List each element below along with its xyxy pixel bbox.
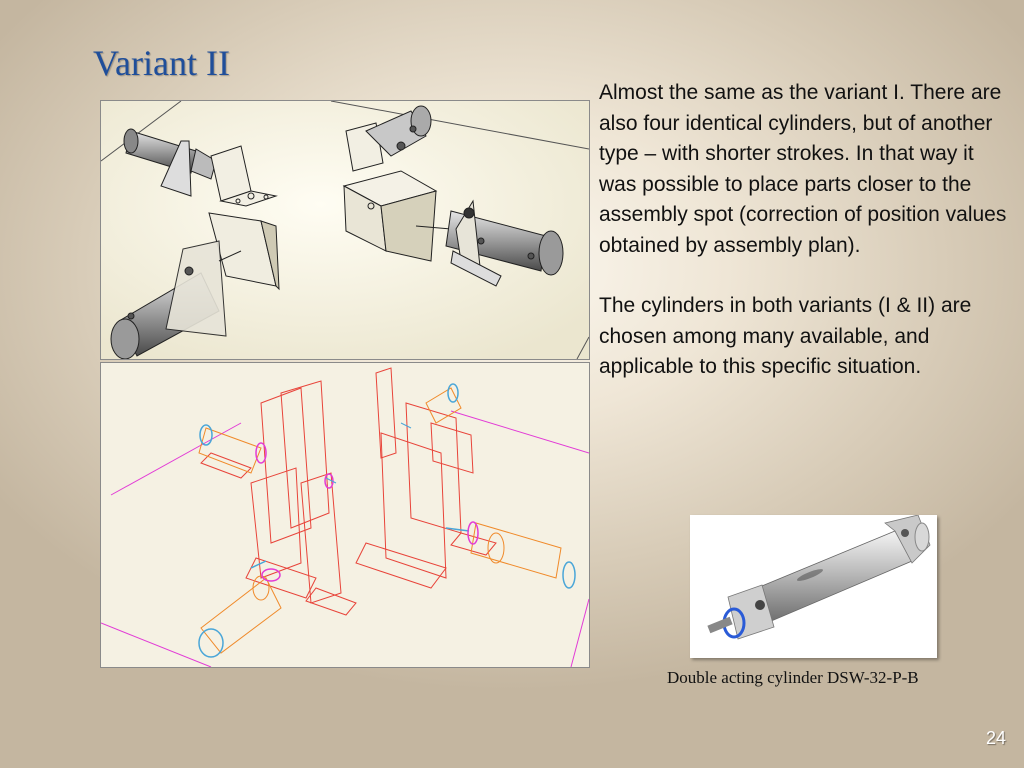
shaded-assembly-render [100,100,590,360]
slide-title: Variant II [93,43,230,83]
pneumatic-cylinder-photo-icon [690,515,937,658]
shaded-assembly-icon [101,101,589,359]
wireframe-assembly-icon [101,363,589,667]
paragraph-1: Almost the same as the variant I. There are also four identical cylinders, but of another type – with shorter strokes. In that way it was possible to place parts closer to the assembly spot (correction of position values obtained by assembly plan). [599,81,1007,257]
wireframe-assembly-render [100,362,590,668]
photo-caption: Double acting cylinder DSW-32-P-B [667,668,919,687]
page-number: 24 [986,728,1007,748]
cylinder-photo [690,515,937,658]
paragraph-2: The cylinders in both variants (I & II) are chosen among many available, and applicable to this specific situation. [599,294,972,378]
slide-body [599,78,1014,413]
